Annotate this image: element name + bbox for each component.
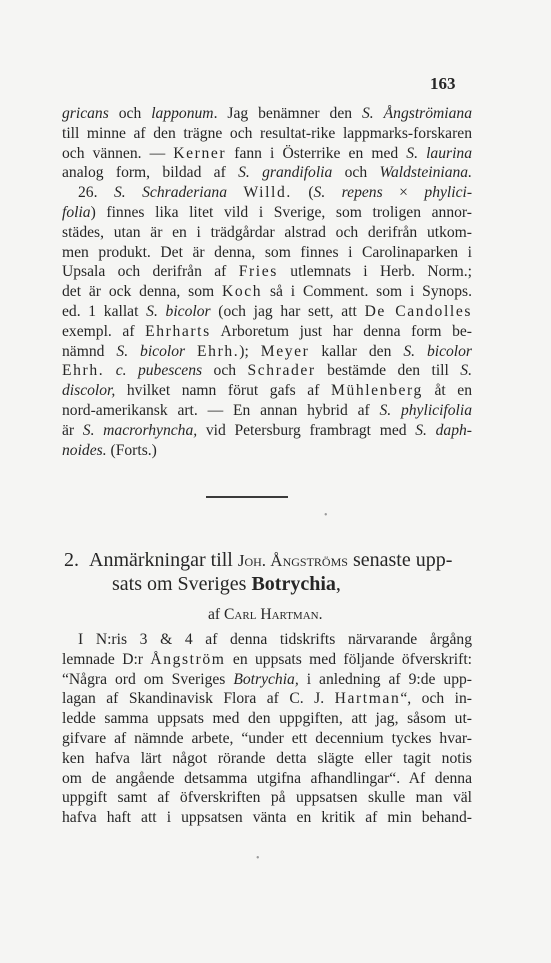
text-run: lapponum <box>151 105 214 122</box>
text-run: är <box>62 421 83 439</box>
text-run: ( <box>291 184 314 202</box>
text-run: om de angående detsamma utgifna afhandlingar“. Af denna <box>62 769 472 787</box>
text-run: fann i Österrike en med <box>226 144 407 162</box>
text-run: Ehrh. <box>62 362 105 380</box>
text-line <box>62 342 472 362</box>
text-line <box>62 769 472 789</box>
text-run: hvilket namn förut gafs af <box>115 382 331 400</box>
text-run <box>185 343 197 360</box>
text-run: och <box>202 362 248 380</box>
text-run: S. <box>460 362 472 380</box>
text-line <box>62 749 472 769</box>
text-line <box>62 709 472 729</box>
text-run: Koch <box>221 283 263 301</box>
text-run: till minne af den trägne och resultat-rike lappmarks-forskaren <box>62 124 472 142</box>
text-line <box>62 381 472 401</box>
text-run: bestämde den till <box>315 362 461 380</box>
text-run: utlemnats i Herb. Norm.; <box>277 263 472 281</box>
text-line <box>62 262 472 282</box>
author-byline <box>208 605 322 625</box>
ornament-mark-bottom: • <box>256 853 260 864</box>
text-run: gifvare af nämnde arbete, “under ett decennium tyckes hvar- <box>62 730 472 747</box>
text-run: noides. <box>62 441 107 459</box>
section-heading-line-2 <box>112 572 341 596</box>
text-line <box>78 630 472 650</box>
text-line <box>62 302 472 322</box>
heading-text-e: , <box>335 573 341 595</box>
heading-author: Joh. Ångströms <box>237 551 348 570</box>
text-run: en uppsats med följande öfverskrift: <box>225 650 472 668</box>
text-run: Meyer <box>260 342 310 360</box>
text-run: S. bicolor <box>116 342 186 360</box>
text-line <box>62 282 472 302</box>
text-line <box>62 729 472 749</box>
text-run: Ångström <box>150 650 226 668</box>
text-run: ed. 1 kallat <box>62 303 147 320</box>
text-line <box>62 144 472 164</box>
text-run: Ehrharts <box>145 322 211 340</box>
text-run: Mühlenberg <box>330 382 423 400</box>
text-run: Hartman <box>334 690 401 708</box>
text-line <box>62 104 472 124</box>
text-line <box>78 183 472 203</box>
section-heading-line-1 <box>64 548 484 573</box>
text-run: Ehrh. <box>197 342 240 360</box>
text-run: Willd. <box>243 184 292 202</box>
text-line <box>62 670 472 690</box>
text-run: S. Schraderiana <box>113 184 227 202</box>
text-line <box>62 689 472 709</box>
text-run: folia <box>62 204 91 221</box>
text-run: S. laurina <box>406 144 472 162</box>
text-run: gricans <box>62 105 109 122</box>
text-run: så i Comment. som i Synops. <box>262 283 472 301</box>
text-run: (Forts.) <box>106 441 157 459</box>
text-line <box>62 441 472 461</box>
text-run: nord-amerikansk art. — En annan hybrid af <box>62 402 380 419</box>
text-run: ); <box>239 342 261 360</box>
text-line <box>62 163 472 183</box>
text-line <box>62 401 472 421</box>
text-run: ) finnes lika litet vild i Sverige, som troligen annor- <box>90 204 472 221</box>
text-run: det är ock denna, som <box>62 283 222 301</box>
byline-author: Carl Hartman. <box>224 606 323 623</box>
text-line <box>62 322 472 342</box>
text-line <box>62 243 472 263</box>
text-run: analog form, bildad af <box>62 164 239 182</box>
text-run: och <box>108 105 152 122</box>
heading-text-d: sats om Sveriges <box>112 573 252 595</box>
section-number: 2. <box>64 549 79 571</box>
text-run: S. repens <box>313 184 383 202</box>
section-divider <box>206 496 288 498</box>
text-line <box>62 124 472 144</box>
text-run: hafva haft att i uppsatsen vänta en kritik af min behand- <box>62 809 472 827</box>
text-run <box>104 362 115 379</box>
text-run: exempl. af <box>62 322 146 340</box>
text-line <box>62 650 472 670</box>
text-run: vid Petersburg frambragt med <box>197 421 416 439</box>
text-run: Waldsteiniana. <box>379 164 472 182</box>
text-line <box>62 223 472 243</box>
text-run: “, och in- <box>400 690 472 708</box>
text-run: S. phylicifolia <box>379 402 472 419</box>
ornament-mark: • <box>324 510 328 521</box>
text-run: “Några ord om Sveriges <box>62 670 234 688</box>
text-run: Arboretum just har denna form be- <box>210 322 472 340</box>
page-number: 163 <box>430 74 456 93</box>
text-run: i anledning af 9:de upp- <box>298 670 472 688</box>
text-run: c. pubescens <box>115 362 203 380</box>
text-run: S. Ångströmiana <box>362 105 473 122</box>
text-line <box>62 788 472 808</box>
heading-genus: Botrychia <box>251 573 336 595</box>
text-run: men produkt. Det är denna, som finnes i Carolinaparken i <box>62 243 472 261</box>
text-run: S. macrorhyncha, <box>82 421 198 439</box>
text-run: Schrader <box>247 362 316 380</box>
text-line <box>62 421 472 441</box>
text-run: × <box>382 184 425 202</box>
text-run <box>227 184 243 201</box>
text-run: 26. <box>78 184 114 202</box>
heading-text-c: senaste upp- <box>347 549 453 571</box>
text-run: phylici- <box>424 184 473 202</box>
byline-prefix: af <box>208 606 225 623</box>
text-run: nämnd <box>62 342 117 360</box>
text-run: städes, utan är en i trädgårdar alstrad och derifrån utkom- <box>62 223 472 241</box>
text-run: I N:ris 3 & 4 af denna tidskrifts närvarande årgång <box>78 631 472 648</box>
text-run: S. bicolor <box>146 303 211 320</box>
text-run: S. daph- <box>415 421 472 439</box>
text-run: S. bicolor <box>403 342 473 360</box>
text-run: . Jag benämner den <box>213 105 362 122</box>
text-line <box>62 361 472 381</box>
text-run: S. grandifolia <box>238 164 333 182</box>
text-run: lagan af Skandinavisk Flora af C. J. <box>62 690 335 708</box>
text-run: och vännen. — <box>62 144 174 162</box>
text-run: Upsala och derifrån af <box>62 263 239 281</box>
text-run: lemnade D:r <box>62 650 151 668</box>
text-run: De Candolles <box>364 303 473 320</box>
text-run: discolor, <box>62 382 116 400</box>
text-run: ken hafva lärt något rörande detta slägte eller tagit notis <box>62 749 472 767</box>
text-run: uppgift samt af öfverskriften på uppsatsen skulle man väl <box>62 789 472 807</box>
text-run: Botrychia, <box>233 670 299 688</box>
text-run: och <box>332 164 380 182</box>
text-line <box>62 808 472 828</box>
text-run: Kerner <box>173 144 227 162</box>
text-run: kallar den <box>309 342 404 360</box>
text-run: åt en <box>422 382 472 400</box>
text-run: (och jag har sett, att <box>210 303 365 320</box>
text-line <box>62 203 472 223</box>
heading-text-a: Anmärkningar till <box>89 549 238 571</box>
text-run: ledde samma uppsats med den uppgiften, att jag, såsom ut- <box>62 710 472 728</box>
text-run: Fries <box>238 263 278 281</box>
